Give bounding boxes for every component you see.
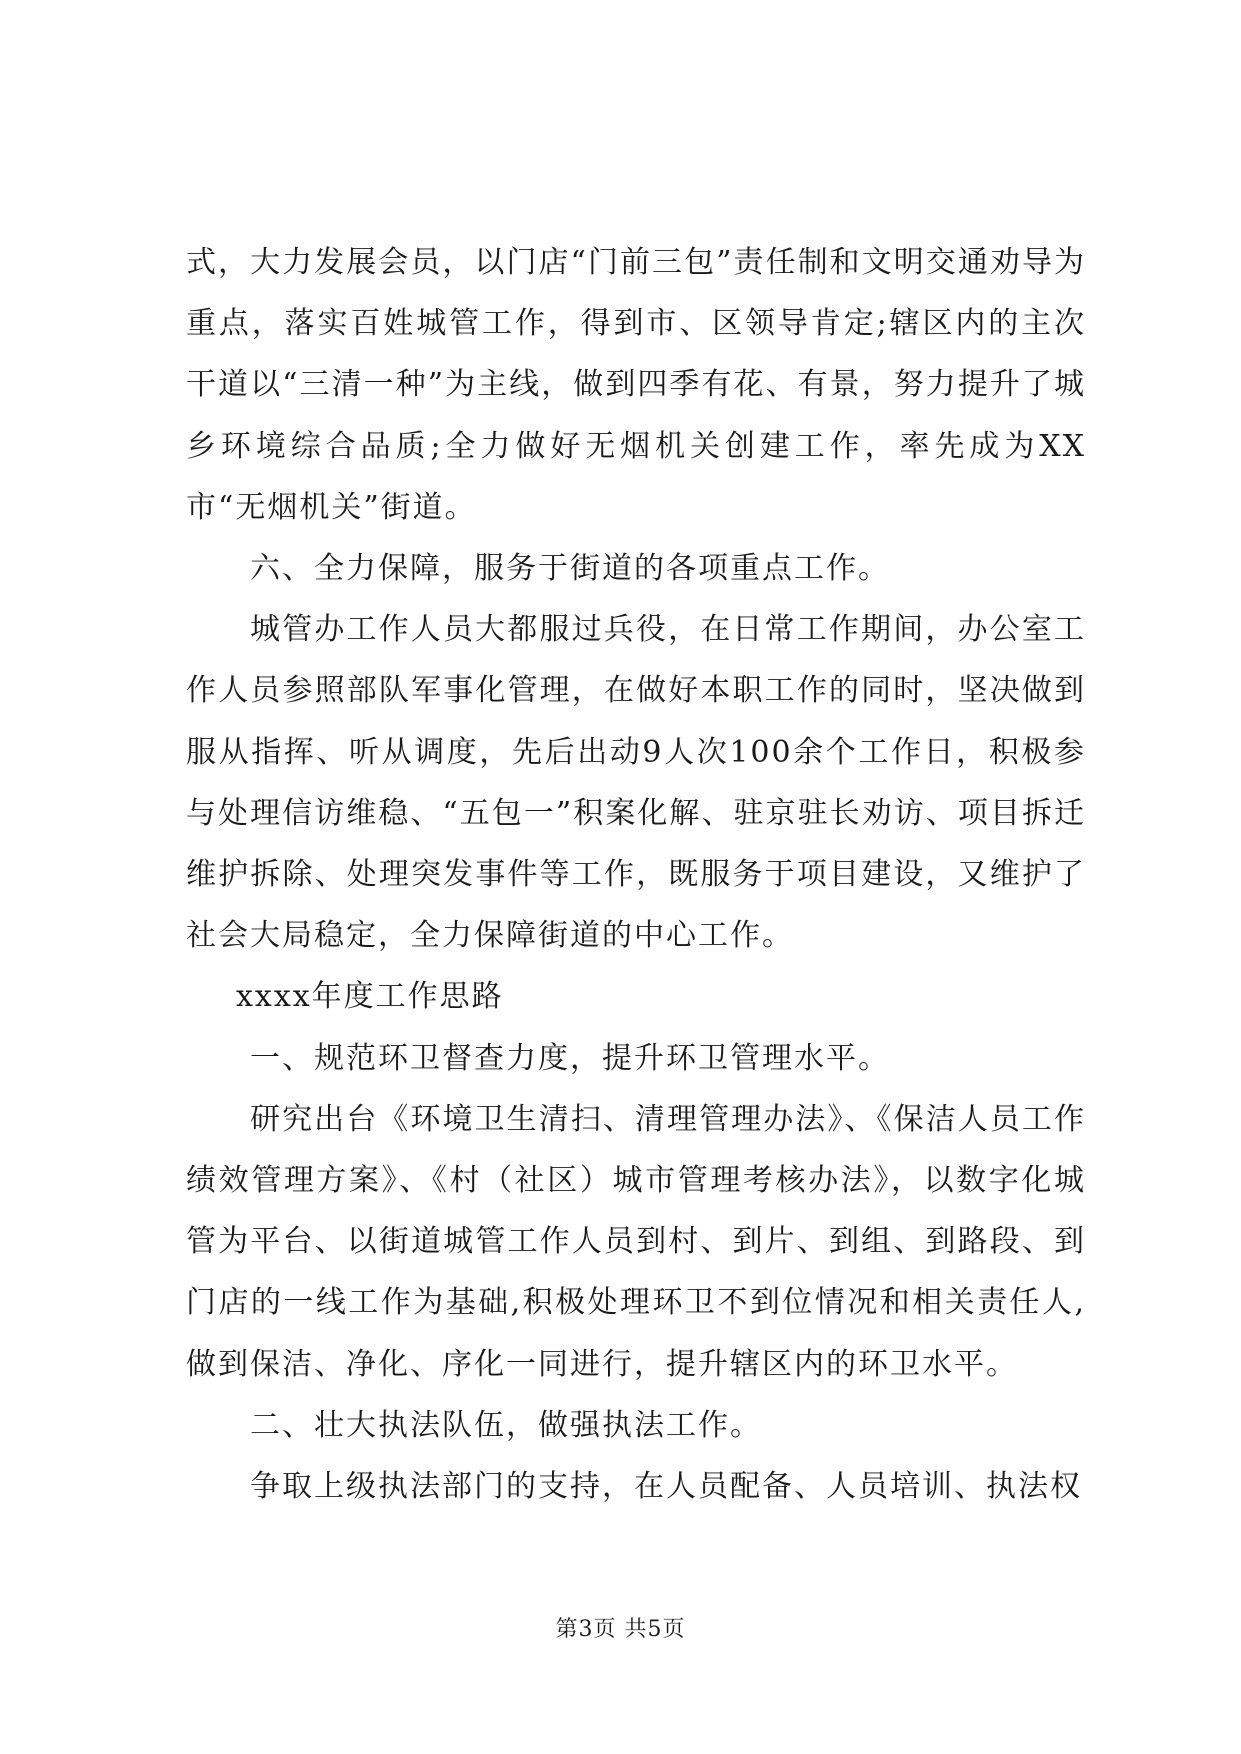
paragraph-support: 城管办工作人员大都服过兵役，在日常工作期间，办公室工作人员参照部队军事化管理，在做好本职工作的同时，坚决做到服从指挥、听从调度，先后出动9人次100余个工作日，积极参与处理信访维稳、“五包一”积案化解、驻京驻长劝访、项目拆迁维护拆除、处理突发事件等工作，既服务于项目建设，又维护了社会大局稳定，全力保障街道的中心工作。 [186,612,1086,954]
section-heading-six: 六、全力保障，服务于街道的各项重点工作。 [250,551,890,587]
page-footer [0,1612,1241,1643]
paragraph-sanitation: 研究出台《环境卫生清扫、清理管理办法》、《保洁人员工作绩效管理方案》、《村（社区）城市管理考核办法》，以数字化城管为平台、以街道城管工作人员到村、到片、到组、到路段、到门店的一线工作为基础,积极处理环卫不到位情况和相关责任人,做到保洁、净化、序化一同进行，提升辖区内的环卫水平。 [186,1101,1086,1382]
page-number-label: 第3页 共5页 [555,1617,686,1642]
section-heading-one: 一、规范环卫督查力度，提升环卫管理水平。 [250,1040,890,1076]
paragraph-enforcement: 争取上级执法部门的支持，在人员配备、人员培训、执法权 [250,1469,1082,1505]
document-body [186,232,1086,1517]
section-heading-two: 二、壮大执法队伍，做强执法工作。 [250,1407,762,1443]
annual-plan-heading: xxxx年度工作思路 [236,979,504,1015]
paragraph-continuation: 式，大力发展会员，以门店“门前三包”责任制和文明交通劝导为重点，落实百姓城管工作，得到市、区领导肯定;辖区内的主次干道以“三清一种”为主线，做到四季有花、有景，努力提升了城乡环境综合品质;全力做好无烟机关创建工作，率先成为XX市“无烟机关”街道。 [186,245,1086,525]
